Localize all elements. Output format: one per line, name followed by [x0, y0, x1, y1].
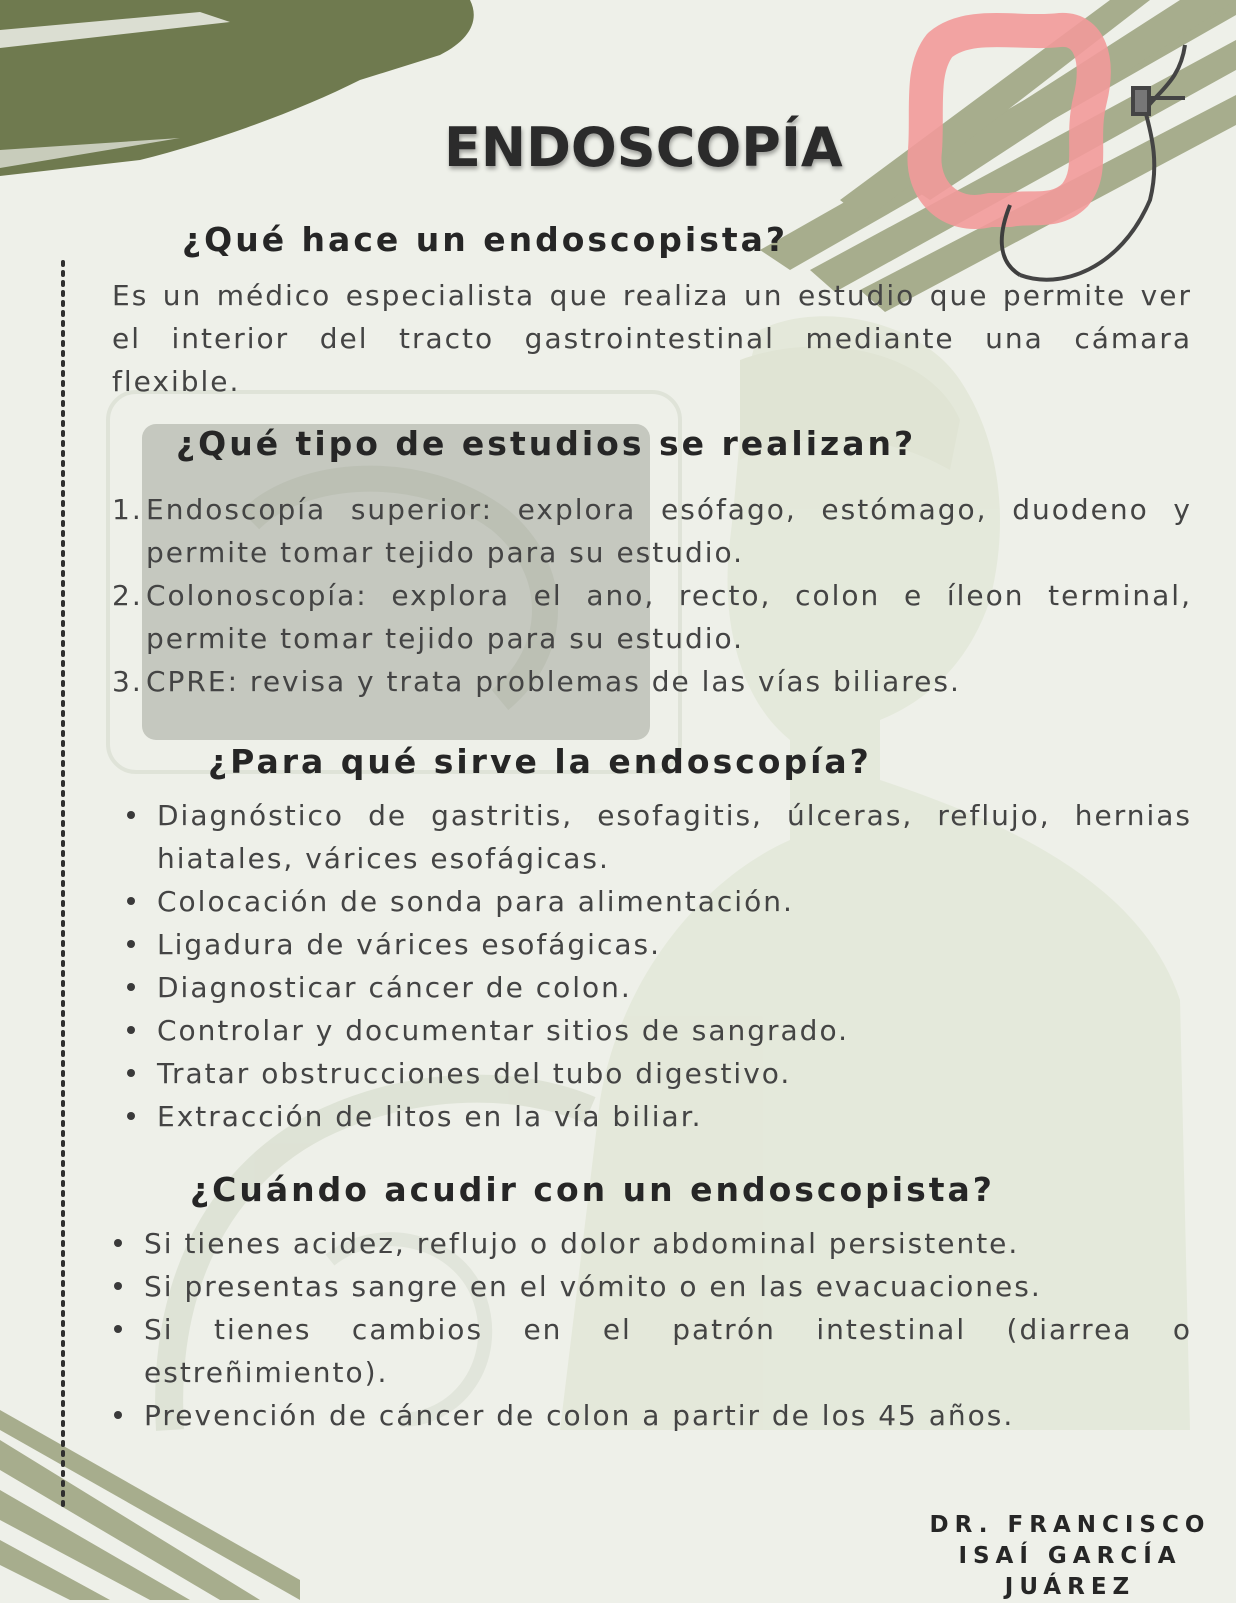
purpose-list [157, 794, 1192, 1138]
list-item [144, 1308, 1192, 1394]
bullet-icon [127, 1069, 135, 1077]
list-item [112, 574, 1192, 660]
list-item-text: Diagnóstico de gastritis, esofagitis, úlceras, reflujo, hernias hiatales, várices esofágicas. [157, 799, 1192, 875]
list-item-text: Colonoscopía: explora el ano, recto, colon e íleon terminal, permite tomar tejido para su estudio. [146, 579, 1192, 655]
list-item [144, 1222, 1192, 1265]
signature-line: JUÁREZ [1004, 1574, 1136, 1600]
section-heading-study-types: ¿Qué tipo de estudios se realizan? [176, 424, 917, 463]
list-item-text: Prevención de cáncer de colon a partir de los 45 años. [144, 1399, 1015, 1432]
bullet-icon [114, 1282, 122, 1290]
section-text-what-does: Es un médico especialista que realiza un estudio que permite ver el interior del tracto gastrointestinal mediante una cámara flexible. [112, 279, 1192, 398]
list-item [144, 1394, 1192, 1437]
list-item-text: Colocación de sonda para alimentación. [157, 885, 794, 918]
list-item [157, 1009, 1192, 1052]
list-item [157, 880, 1192, 923]
list-item-text: Endoscopía superior: explora esófago, estómago, duodeno y permite tomar tejido para su estudio. [146, 493, 1192, 569]
study-types-list [112, 488, 1192, 703]
list-item [112, 488, 1192, 574]
bullet-icon [114, 1325, 122, 1333]
bullet-icon [127, 1026, 135, 1034]
list-item [157, 1095, 1192, 1138]
list-item [157, 1052, 1192, 1095]
author-signature [920, 1510, 1220, 1603]
list-item [157, 966, 1192, 1009]
list-item-text: Si tienes acidez, reflujo o dolor abdominal persistente. [144, 1227, 1020, 1260]
stripes-bottom-left [0, 1410, 300, 1600]
list-item [112, 660, 1192, 703]
list-item-text: Tratar obstrucciones del tubo digestivo. [157, 1057, 792, 1090]
section-heading-purpose: ¿Para qué sirve la endoscopía? [208, 742, 872, 781]
list-number: 2. [112, 579, 143, 612]
list-item [144, 1265, 1192, 1308]
bullet-icon [127, 811, 135, 819]
bullet-icon [114, 1411, 122, 1419]
list-item-text: Controlar y documentar sitios de sangrado. [157, 1014, 849, 1047]
list-item [157, 923, 1192, 966]
list-number: 3. [112, 665, 143, 698]
page-title: ENDOSCOPÍA [444, 116, 843, 179]
bullet-icon [114, 1239, 122, 1247]
list-item-text: Ligadura de várices esofágicas. [157, 928, 661, 961]
list-item-text: Si tienes cambios en el patrón intestinal (diarrea o estreñimiento). [144, 1313, 1192, 1389]
bullet-icon [127, 983, 135, 991]
bullet-icon [127, 897, 135, 905]
when-to-go-list [144, 1222, 1192, 1437]
list-item [157, 794, 1192, 880]
list-item-text: Si presentas sangre en el vómito o en las evacuaciones. [144, 1270, 1042, 1303]
signature-line: ISAÍ GARCÍA [958, 1543, 1182, 1569]
signature-line: DR. FRANCISCO [929, 1512, 1211, 1538]
list-number: 1. [112, 493, 143, 526]
list-item-text: Extracción de litos en la vía biliar. [157, 1100, 703, 1133]
bullet-icon [127, 1112, 135, 1120]
bullet-icon [127, 940, 135, 948]
list-item-text: CPRE: revisa y trata problemas de las vías biliares. [146, 665, 961, 698]
brush-stroke-top-left [0, 0, 474, 176]
section-heading-what-does: ¿Qué hace un endoscopista? [182, 220, 789, 259]
section-heading-when-to-go: ¿Cuándo acudir con un endoscopista? [190, 1170, 995, 1209]
list-item-text: Diagnosticar cáncer de colon. [157, 971, 632, 1004]
